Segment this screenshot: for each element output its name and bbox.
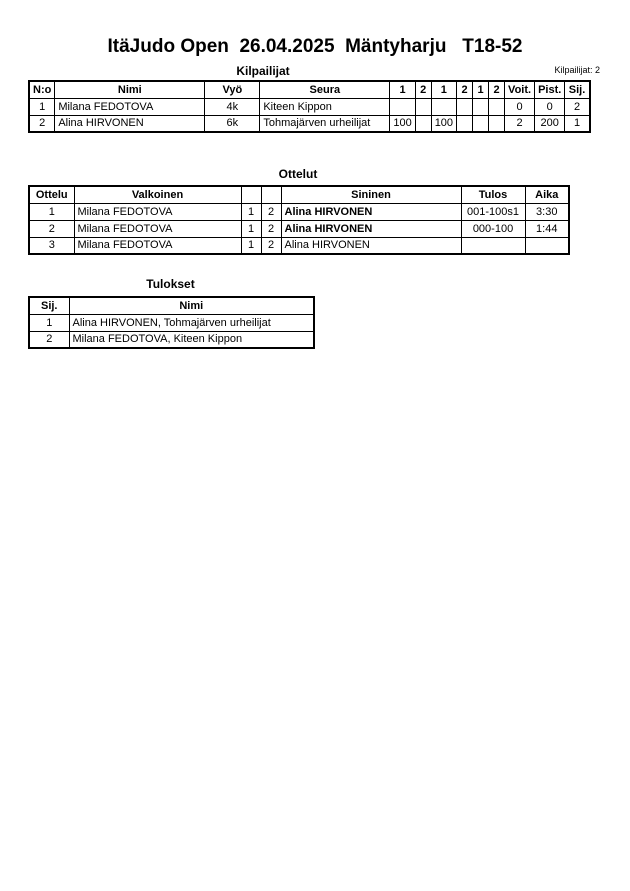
cell-aika: [525, 237, 569, 254]
col-score-2: 2: [415, 81, 431, 98]
cell-score: 100: [431, 115, 456, 132]
cell-score: [457, 98, 473, 115]
result-row: [29, 331, 314, 348]
competitors-table: [28, 80, 591, 133]
cell-score: [489, 115, 505, 132]
col-ottelu: Ottelu: [29, 186, 74, 203]
cell-tulos: [461, 237, 525, 254]
cell-voit: 0: [505, 98, 535, 115]
cell-n2: 2: [261, 237, 281, 254]
col-score-5: 1: [473, 81, 489, 98]
col-aika: Aika: [525, 186, 569, 203]
cell-tulos: 000-100: [461, 220, 525, 237]
cell-n1: 1: [241, 203, 261, 220]
cell-nimi: Alina HIRVONEN: [55, 115, 205, 132]
cell-score: [489, 98, 505, 115]
cell-no: 1: [29, 98, 55, 115]
match-row: [29, 237, 569, 254]
cell-ottelu: 2: [29, 220, 74, 237]
col-sij: Sij.: [29, 297, 69, 314]
cell-no: 2: [29, 115, 55, 132]
match-row: [29, 203, 569, 220]
match-row: [29, 220, 569, 237]
cell-score: [415, 98, 431, 115]
cell-aika: 3:30: [525, 203, 569, 220]
col-score-4: 2: [457, 81, 473, 98]
cell-ottelu: 1: [29, 203, 74, 220]
cell-sij: 2: [565, 98, 590, 115]
matches-table: [28, 185, 570, 255]
cell-pist: 200: [535, 115, 565, 132]
cell-vyo: 4k: [205, 98, 260, 115]
col-sininen: Sininen: [281, 186, 461, 203]
col-no: N:o: [29, 81, 55, 98]
col-voit: Voit.: [505, 81, 535, 98]
cell-sij: 1: [565, 115, 590, 132]
cell-pist: 0: [535, 98, 565, 115]
col-vyo: Vyö: [205, 81, 260, 98]
col-pist: Pist.: [535, 81, 565, 98]
col-sij: Sij.: [565, 81, 590, 98]
competitor-row: [29, 98, 590, 115]
cell-nimi: Alina HIRVONEN, Tohmajärven urheilijat: [69, 314, 314, 331]
col-spacer: [261, 186, 281, 203]
col-score-6: 2: [489, 81, 505, 98]
cell-seura: Tohmajärven urheilijat: [260, 115, 390, 132]
cell-aika: 1:44: [525, 220, 569, 237]
cell-score: [473, 98, 489, 115]
results-heading: Tulokset: [146, 277, 195, 291]
cell-seura: Kiteen Kippon: [260, 98, 390, 115]
results-table: [28, 296, 315, 349]
col-nimi: Nimi: [69, 297, 314, 314]
col-nimi: Nimi: [55, 81, 205, 98]
col-valkoinen: Valkoinen: [74, 186, 241, 203]
cell-sininen: Alina HIRVONEN: [281, 237, 461, 254]
col-tulos: Tulos: [461, 186, 525, 203]
cell-score: 100: [390, 115, 415, 132]
cell-score: [457, 115, 473, 132]
cell-valkoinen: Milana FEDOTOVA: [74, 220, 241, 237]
competitor-row: [29, 115, 590, 132]
col-score-3: 1: [431, 81, 456, 98]
cell-n1: 1: [241, 237, 261, 254]
result-row: [29, 314, 314, 331]
cell-nimi: Milana FEDOTOVA: [55, 98, 205, 115]
cell-voit: 2: [505, 115, 535, 132]
cell-sij: 1: [29, 314, 69, 331]
cell-nimi: Milana FEDOTOVA, Kiteen Kippon: [69, 331, 314, 348]
competitors-header-row: [29, 81, 590, 98]
col-spacer: [241, 186, 261, 203]
cell-tulos: 001-100s1: [461, 203, 525, 220]
col-score-1: 1: [390, 81, 415, 98]
page-title: ItäJudo Open 26.04.2025 Mäntyharju T18-52: [107, 36, 523, 57]
cell-score: [390, 98, 415, 115]
cell-n1: 1: [241, 220, 261, 237]
cell-valkoinen: Milana FEDOTOVA: [74, 203, 241, 220]
cell-n2: 2: [261, 203, 281, 220]
cell-sij: 2: [29, 331, 69, 348]
cell-score: [473, 115, 489, 132]
matches-heading: Ottelut: [278, 167, 318, 181]
cell-score: [431, 98, 456, 115]
col-seura: Seura: [260, 81, 390, 98]
cell-score: [415, 115, 431, 132]
competitors-count-label: Kilpailijat: 2: [554, 65, 600, 75]
cell-ottelu: 3: [29, 237, 74, 254]
cell-valkoinen: Milana FEDOTOVA: [74, 237, 241, 254]
competitors-heading: Kilpailijat: [236, 64, 290, 78]
cell-sininen: Alina HIRVONEN: [281, 220, 461, 237]
results-header-row: [29, 297, 314, 314]
cell-n2: 2: [261, 220, 281, 237]
cell-sininen: Alina HIRVONEN: [281, 203, 461, 220]
cell-vyo: 6k: [205, 115, 260, 132]
matches-header-row: [29, 186, 569, 203]
